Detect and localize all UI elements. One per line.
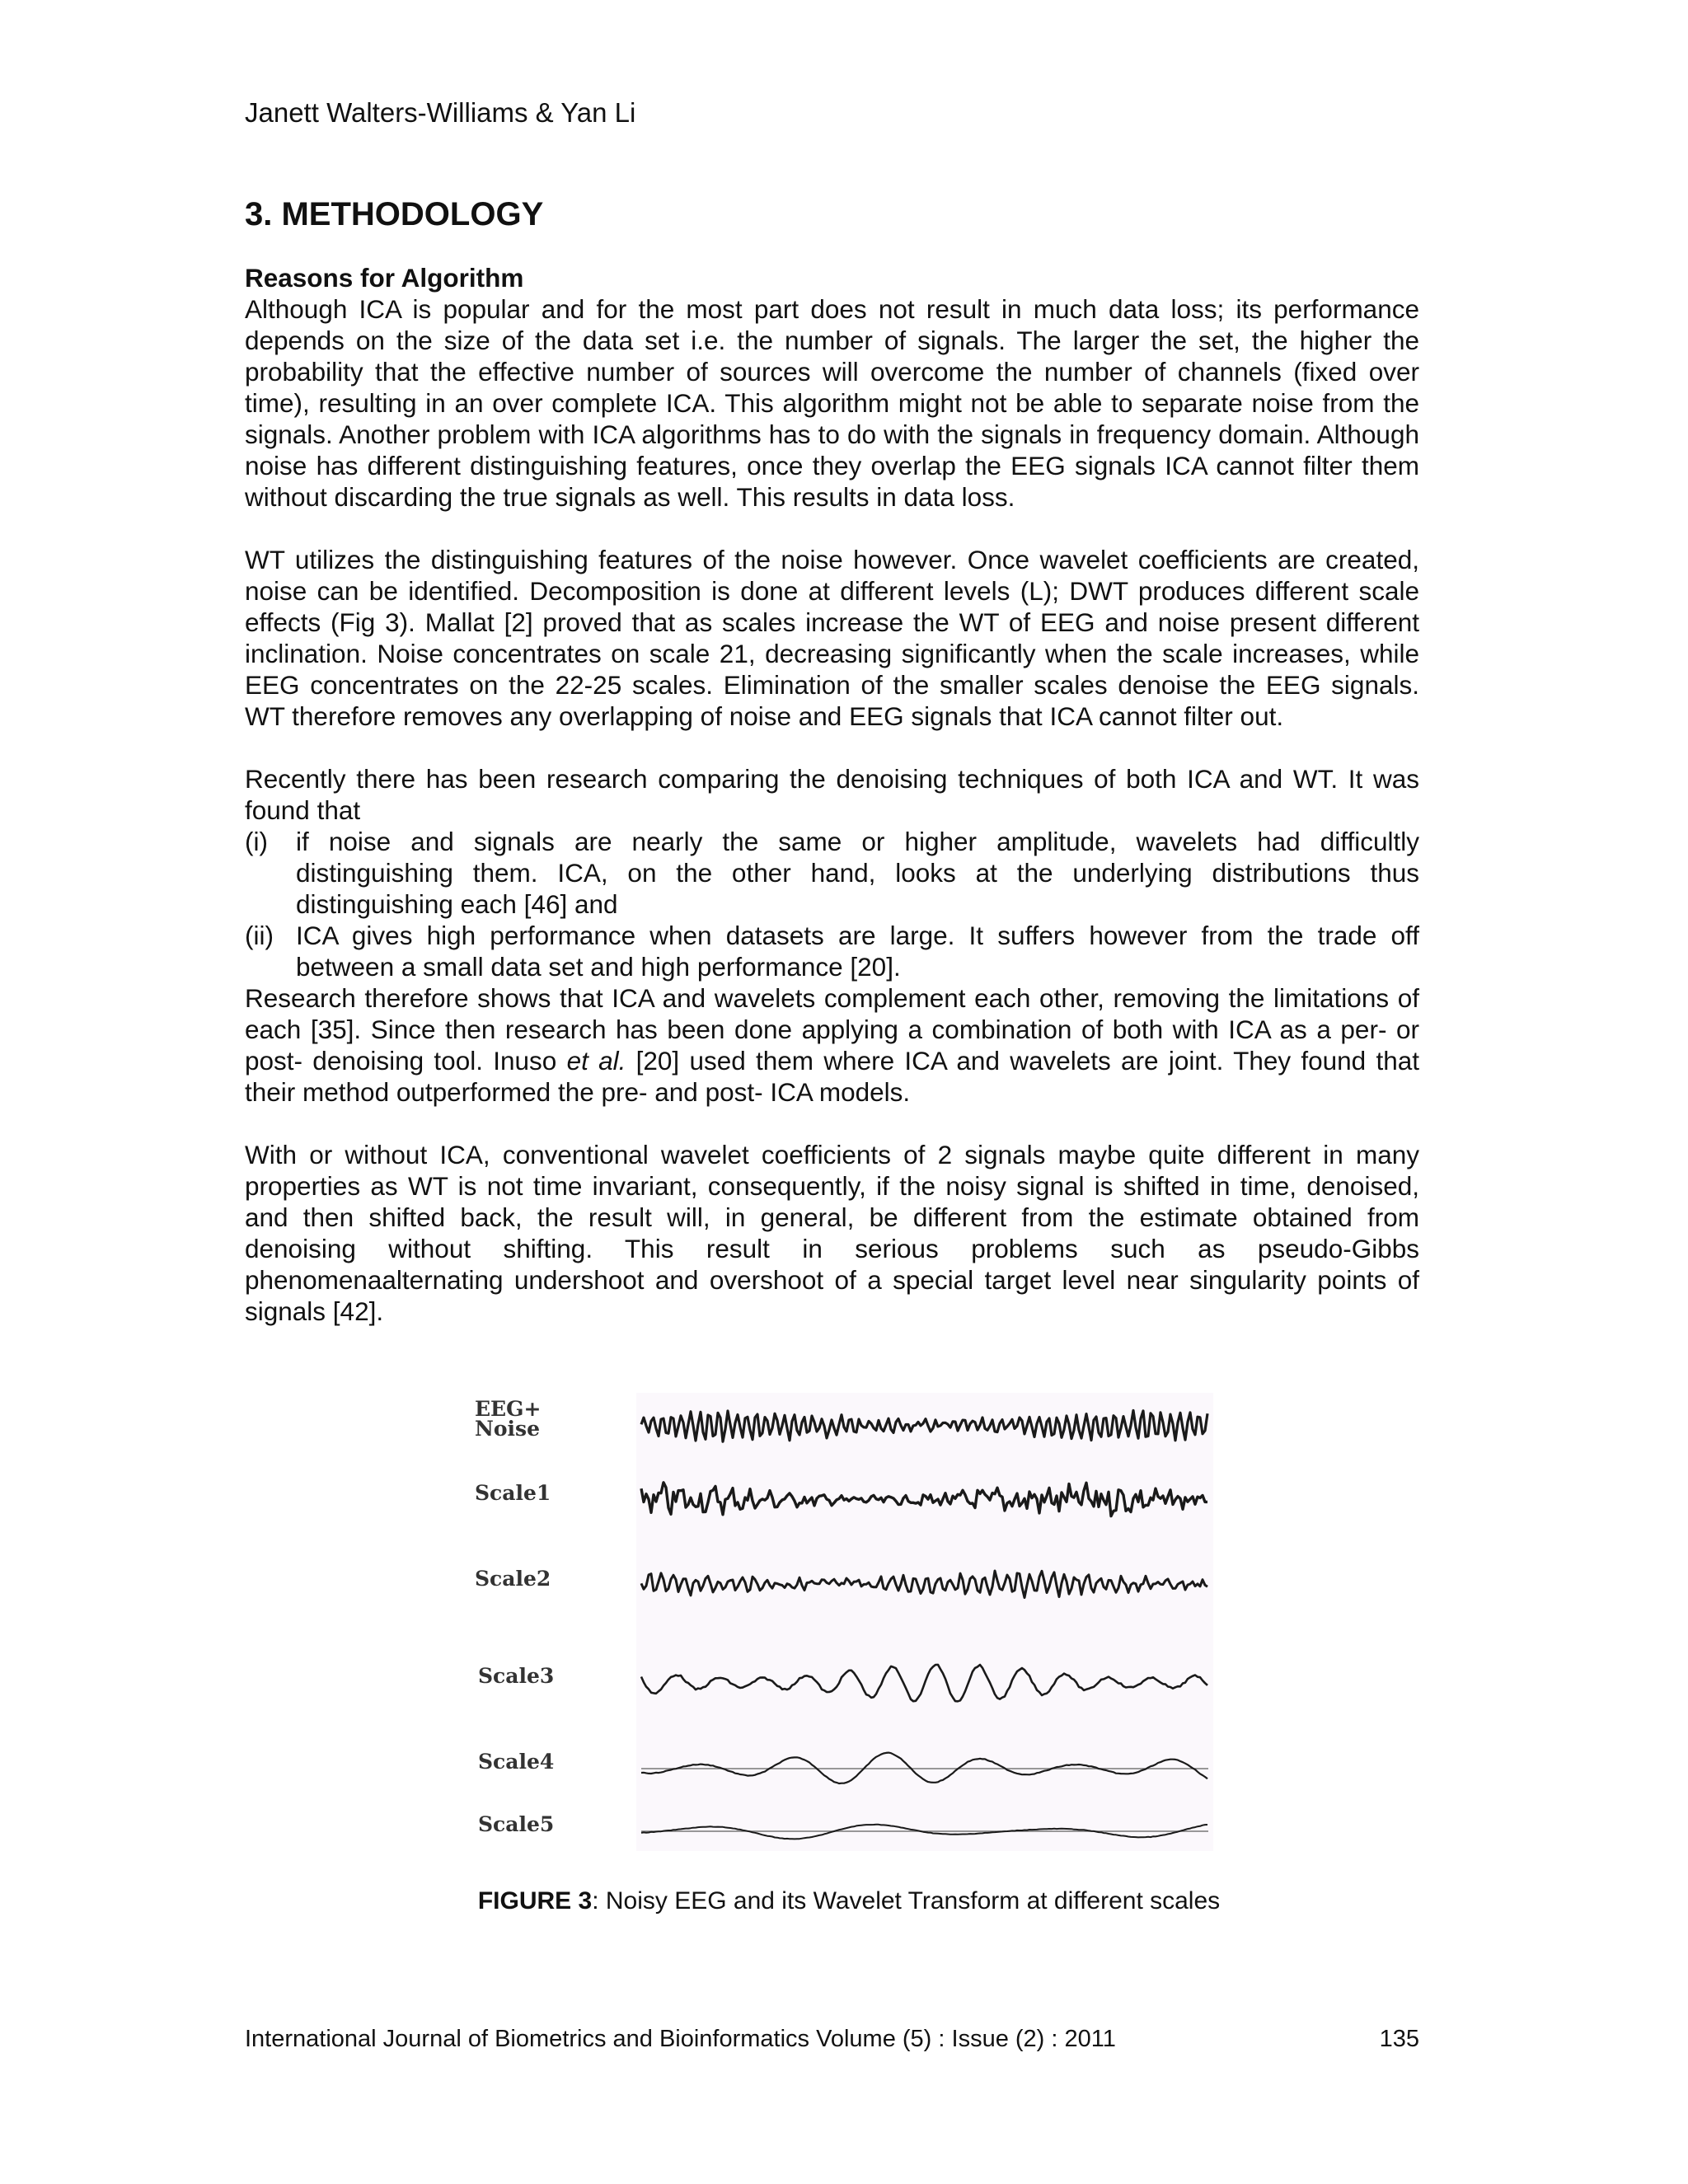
paragraph-4-text: Research therefore shows that ICA and wavelets complement each other, removing the limitations of each [35]. Since then research has been done applying a combination of both with ICA as a per- or post- denoising tool. Inuso bbox=[245, 983, 1419, 1076]
waveform-scale2 bbox=[641, 1571, 1207, 1598]
page-footer bbox=[245, 2026, 1419, 2053]
section-title: 3. METHODOLOGY bbox=[245, 196, 544, 232]
label-scale2: Scale2 bbox=[475, 1567, 551, 1591]
paragraph-1: Although ICA is popular and for the most part does not result in much data loss; its performance depends on the size of the data set i.e. the number of signals. The larger the set, the higher the probability that the effective number of sources will overcome the number of channels (fixed over time), resulting in an over complete ICA. This algorithm might not be able to separate noise from the signals. Another problem with ICA algorithms has to do with the signals in frequency domain. Although noise has different distinguishing features, once they overlap the EEG signals ICA cannot filter them without discarding the true signals as well. This results in data loss. bbox=[245, 294, 1419, 512]
list-text: if noise and signals are nearly the same or higher amplitude, wavelets had difficultly distinguishing them. ICA, on the other hand, looks at the underlying distributions thus distinguishing each [46] and bbox=[296, 827, 1419, 919]
waveform-eeg-noise bbox=[641, 1410, 1207, 1441]
label-scale4: Scale4 bbox=[478, 1750, 555, 1774]
list-item bbox=[245, 920, 1419, 982]
paragraph-3: Recently there has been research comparing the denoising techniques of both ICA and WT. It was found that bbox=[245, 764, 1419, 825]
figure-3 bbox=[470, 1393, 1228, 1854]
citation-et-al: et al. bbox=[566, 1046, 626, 1076]
label-scale1: Scale1 bbox=[475, 1481, 551, 1505]
list-text: ICA gives high performance when datasets are large. It suffers however from the trade off between a small data set and high performance [20]. bbox=[296, 921, 1419, 982]
list-number: (ii) bbox=[245, 921, 274, 950]
page-number: 135 bbox=[1379, 2026, 1419, 2052]
paragraph-gap bbox=[245, 513, 1419, 544]
paragraph-2: WT utilizes the distinguishing features of the noise however. Once wavelet coefficients are created, noise can be identified. Decomposition is done at different levels (L); DWT produces different scale effects (Fig 3). Mallat [2] proved that as scales increase the WT of EEG and noise present different inclination. Noise concentrates on scale 21, decreasing significantly when the scale increases, while EEG concentrates on the 22-25 scales. Elimination of the smaller scales denoise the EEG signals. WT therefore removes any overlapping of noise and EEG signals that ICA cannot filter out. bbox=[245, 545, 1419, 731]
paragraph-4 bbox=[245, 982, 1419, 1108]
label-eeg-line1: EEG+ bbox=[475, 1397, 542, 1421]
running-header: Janett Walters-Williams & Yan Li bbox=[245, 97, 636, 128]
caption-separator: : bbox=[592, 1887, 606, 1915]
waveform-scale3 bbox=[641, 1665, 1207, 1701]
paragraph-gap bbox=[245, 732, 1419, 763]
caption-label: FIGURE 3 bbox=[477, 1887, 593, 1915]
paragraph-4-text-cont: [20] used them where ICA and wavelets are joint. They found that their method outperformed the pre- and post- ICA models. bbox=[245, 1046, 1420, 1107]
label-scale5: Scale5 bbox=[478, 1812, 555, 1836]
footer-journal: International Journal of Biometrics and Bioinformatics Volume (5) : Issue (2) : 2011 bbox=[245, 2026, 1116, 2052]
label-eeg-noise bbox=[475, 1399, 541, 1439]
list-item bbox=[245, 826, 1419, 920]
body-text bbox=[245, 262, 1419, 1327]
waveform-panel bbox=[636, 1393, 1213, 1851]
waveform-plot bbox=[636, 1393, 1213, 1851]
paragraph-gap bbox=[245, 1108, 1419, 1139]
list-number: (i) bbox=[245, 827, 268, 856]
label-scale3: Scale3 bbox=[478, 1664, 555, 1688]
subsection-title: Reasons for Algorithm bbox=[245, 263, 524, 293]
label-eeg-line2: Noise bbox=[475, 1417, 541, 1441]
waveform-scale1 bbox=[641, 1483, 1207, 1516]
figure-caption bbox=[0, 1887, 1688, 1915]
paragraph-5: With or without ICA, conventional wavelet coefficients of 2 signals maybe quite different in many properties as WT is not time invariant, consequently, if the noisy signal is shifted in time, denoised, and then shifted back, the result will, in general, be different from the estimate obtained from denoising without shifting. This result in serious problems such as pseudo-Gibbs phenomenaalternating undershoot and overshoot of a special target level near singularity points of signals [42]. bbox=[245, 1140, 1419, 1326]
caption-text: Noisy EEG and its Wavelet Transform at different scales bbox=[605, 1887, 1221, 1915]
